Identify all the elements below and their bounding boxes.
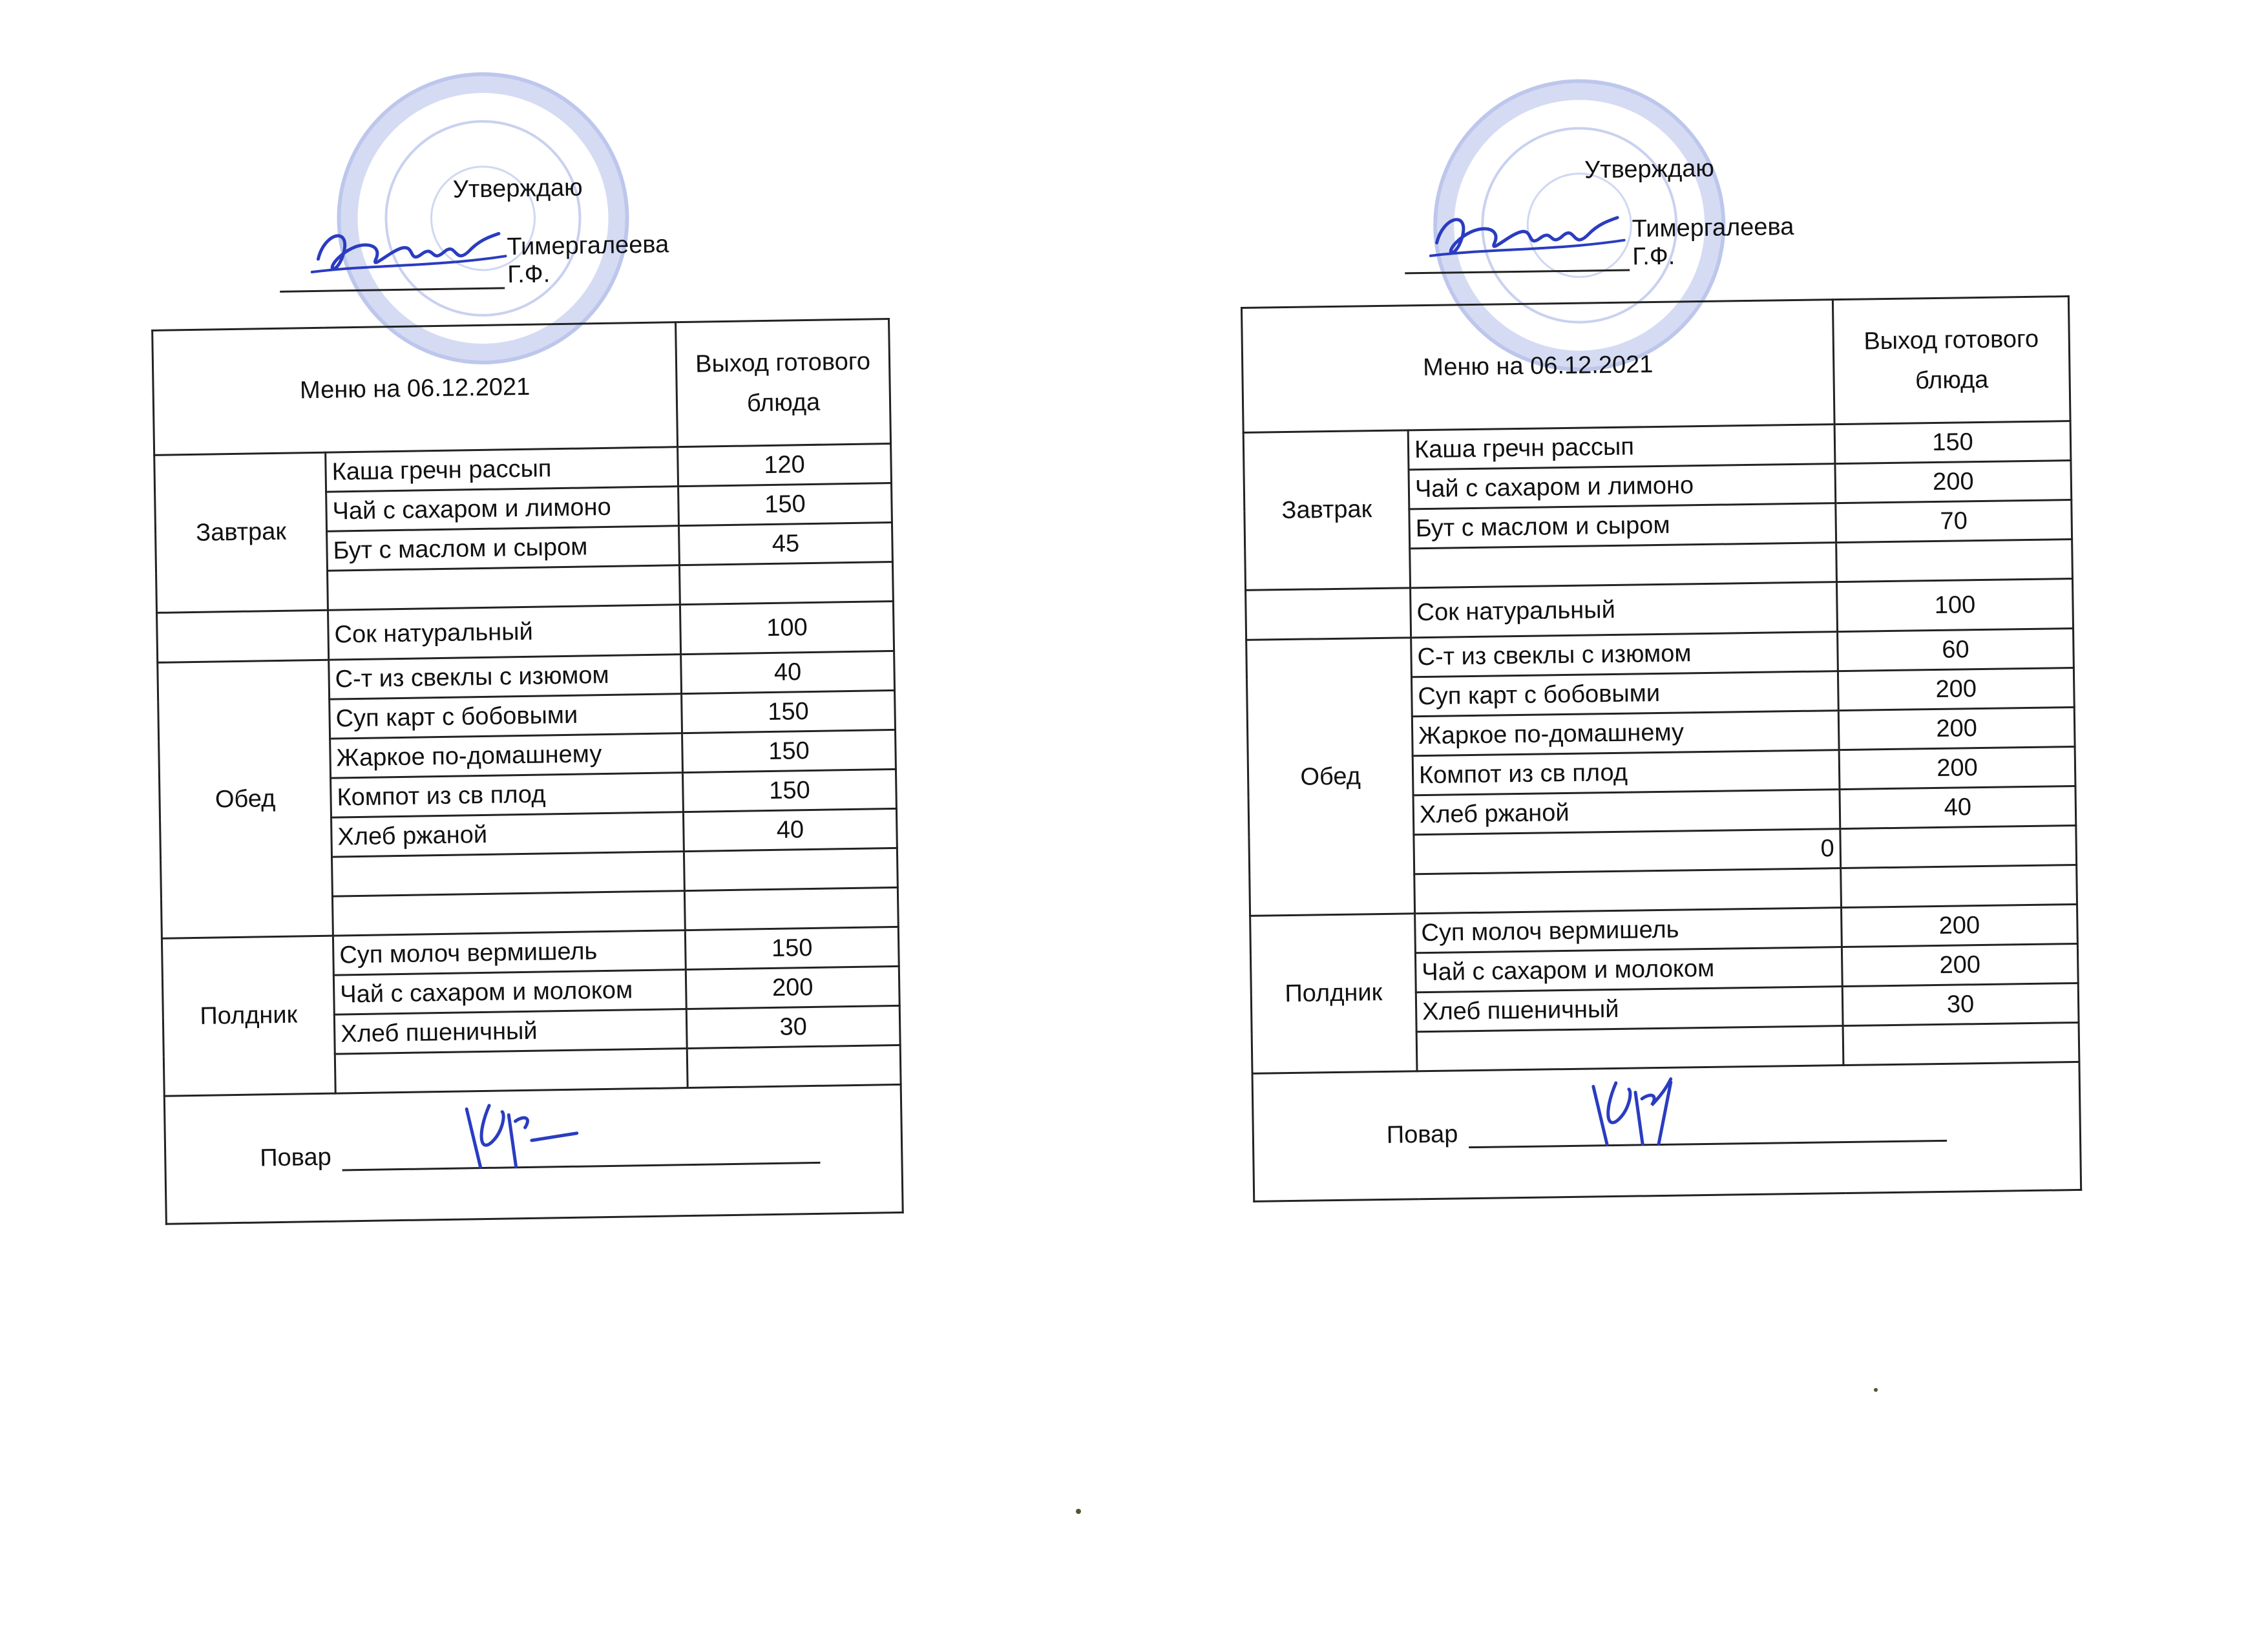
meal-snack: Полдник — [162, 936, 335, 1096]
qty-cell — [1840, 825, 2077, 868]
yield-header: Выход готового блюда — [1832, 297, 2070, 425]
menu-table-left — [151, 318, 904, 1225]
qty-cell: 200 — [1842, 943, 2078, 986]
cook-footer — [1252, 1062, 2081, 1201]
qty-cell: 30 — [1842, 983, 2079, 1025]
dish-cell — [332, 891, 685, 936]
dish-cell: Каша гречн рассып — [326, 447, 678, 492]
dish-cell — [1414, 868, 1842, 914]
qty-cell — [1843, 1022, 2079, 1065]
dish-cell: Каша гречн рассып — [1408, 425, 1835, 470]
dish-cell: Чай с сахаром и молоком — [333, 970, 686, 1015]
cook-label: Повар — [1386, 1120, 1458, 1149]
dish-cell: Суп молоч вермишель — [333, 930, 686, 976]
meal-empty — [157, 610, 329, 662]
dish-cell: Бут с маслом и сыром — [1409, 503, 1836, 549]
qty-cell: 150 — [678, 483, 892, 525]
qty-cell: 200 — [1838, 708, 2075, 750]
qty-cell — [687, 1045, 901, 1087]
dish-cell: Компот из св плод — [331, 773, 684, 818]
paper-speck — [1874, 1388, 1878, 1392]
dish-cell — [1416, 1026, 1843, 1071]
meal-lunch: Обед — [1246, 638, 1415, 916]
dish-cell: Хлеб ржаной — [1413, 790, 1840, 835]
meal-snack: Полдник — [1250, 914, 1417, 1074]
qty-cell: 200 — [686, 966, 899, 1009]
director-name: Тимергалеева Г.Ф. — [1632, 213, 1794, 271]
dish-cell: Суп молоч вермишель — [1415, 908, 1842, 953]
cook-label: Повар — [259, 1143, 332, 1172]
dish-cell: Жаркое по-домашнему — [330, 733, 683, 779]
dish-cell — [335, 1049, 688, 1094]
dish-cell: С-т из свеклы с изюмом — [329, 655, 682, 700]
dish-cell: Компот из св плод — [1412, 750, 1840, 795]
meal-breakfast: Завтрак — [154, 452, 328, 613]
qty-cell: 40 — [683, 808, 897, 851]
director-signature-icon — [304, 211, 512, 291]
qty-cell: 30 — [686, 1005, 900, 1048]
dish-cell: Хлеб пшеничный — [334, 1009, 687, 1055]
qty-cell: 70 — [1836, 500, 2072, 543]
qty-cell: 200 — [1842, 904, 2078, 947]
qty-cell: 150 — [682, 690, 896, 733]
dish-cell: Сок натуральный — [328, 605, 680, 660]
dish-cell: Чай с сахаром и лимоно — [1409, 464, 1836, 509]
dish-cell: Суп карт с бобовыми — [1411, 671, 1838, 717]
dish-cell: С-т из свеклы с изюмом — [1411, 632, 1838, 677]
director-signature-icon — [1423, 195, 1632, 275]
dish-cell — [328, 565, 680, 611]
qty-cell: 150 — [1834, 421, 2071, 464]
qty-cell — [679, 562, 893, 604]
menu-table-right — [1241, 295, 2082, 1203]
meal-breakfast: Завтрак — [1243, 430, 1410, 591]
qty-cell: 150 — [685, 927, 899, 969]
cook-signature-icon — [454, 1095, 584, 1181]
qty-cell: 120 — [678, 443, 892, 486]
qty-cell: 200 — [1835, 461, 2072, 503]
qty-cell: 200 — [1839, 747, 2075, 790]
qty-cell: 100 — [680, 601, 894, 654]
meal-empty — [1246, 588, 1411, 640]
dish-cell: 0 — [1414, 829, 1841, 874]
qty-cell: 150 — [682, 730, 896, 772]
cook-signature-icon — [1580, 1072, 1711, 1158]
qty-cell: 45 — [678, 522, 892, 565]
approve-label: Утверждаю — [452, 174, 583, 204]
menu-title: Меню на 06.12.2021 — [1241, 300, 1834, 433]
qty-cell: 200 — [1838, 668, 2074, 711]
cook-footer — [164, 1084, 903, 1224]
dish-cell: Жаркое по-домашнему — [1412, 711, 1839, 756]
dish-cell: Суп карт с бобовыми — [330, 694, 682, 739]
dish-cell — [331, 852, 684, 897]
paper-speck — [1076, 1509, 1081, 1514]
dish-cell — [1410, 543, 1837, 588]
qty-cell — [1841, 865, 2077, 907]
yield-header: Выход готового блюда — [676, 319, 891, 447]
meal-lunch: Обед — [158, 660, 333, 938]
approve-label: Утверждаю — [1584, 154, 1715, 184]
qty-cell — [684, 887, 898, 930]
qty-cell — [1836, 540, 2073, 582]
qty-cell — [684, 848, 898, 890]
dish-cell: Сок натуральный — [1411, 582, 1838, 638]
qty-cell: 150 — [682, 769, 896, 812]
menu-title: Меню на 06.12.2021 — [152, 322, 678, 456]
qty-cell: 60 — [1838, 629, 2074, 671]
dish-cell: Хлеб ржаной — [331, 812, 684, 857]
dish-cell: Хлеб пшеничный — [1416, 987, 1843, 1032]
dish-cell: Чай с сахаром и лимоно — [326, 487, 679, 532]
qty-cell: 100 — [1836, 579, 2073, 632]
qty-cell: 40 — [681, 651, 895, 693]
cook-sign-line — [338, 1136, 821, 1171]
dish-cell: Бут с маслом и сыром — [327, 526, 680, 571]
qty-cell: 40 — [1840, 786, 2076, 828]
director-name: Тимергалеева Г.Ф. — [507, 231, 669, 289]
dish-cell: Чай с сахаром и молоком — [1415, 947, 1842, 993]
cook-sign-line — [1465, 1114, 1948, 1148]
